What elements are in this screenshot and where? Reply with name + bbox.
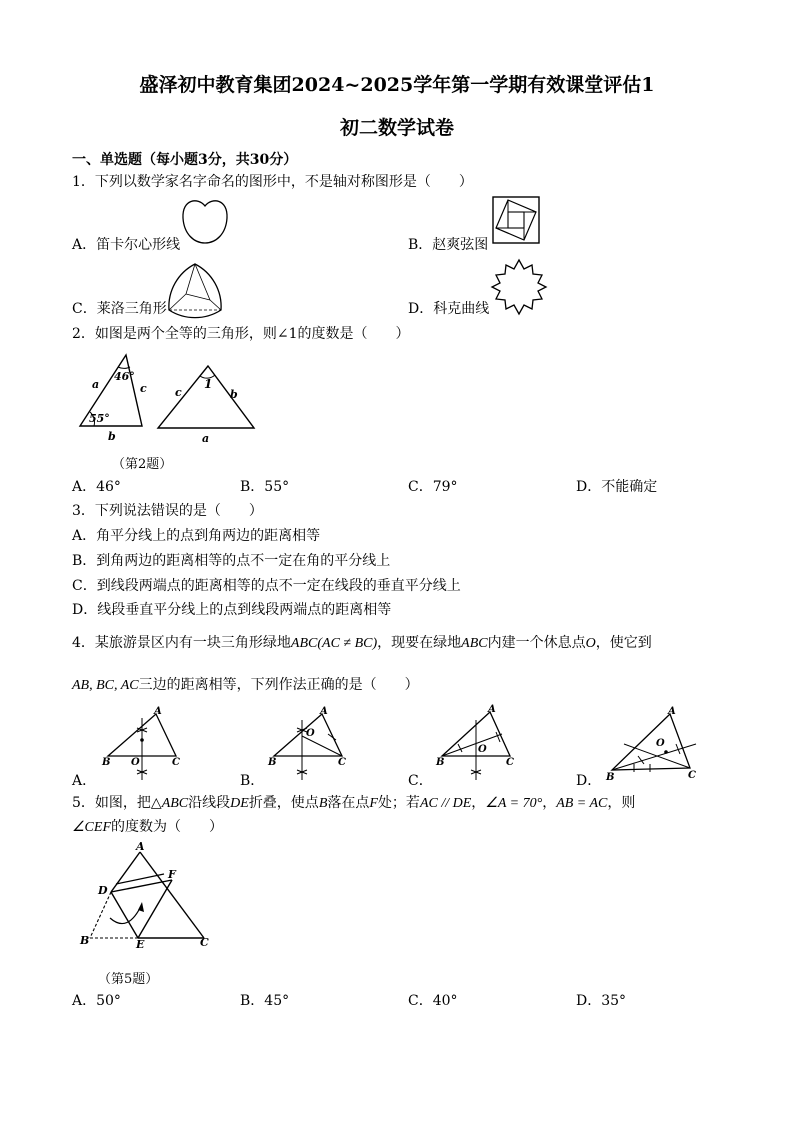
koch-curve-figure [490, 258, 548, 316]
svg-text:A: A [668, 706, 676, 717]
q4-stem-line1: 4．某旅游景区内有一块三角形绿地ABC(AC ≠ BC)，现要在绿地ABC内建一个休息点O，使它到 [72, 635, 652, 651]
exam-title: 盛泽初中教育集团2024~2025学年第一学期有效课堂评估1 [139, 74, 655, 96]
q4-figure-a [100, 706, 190, 786]
q5-label-d: D [98, 884, 108, 897]
svg-text:O: O [656, 738, 665, 749]
q5-fold-figure [78, 840, 218, 950]
svg-text:B: B [102, 757, 111, 768]
q3-option-c[interactable]: C．到线段两端点的距离相等的点不一定在线段的垂直平分线上 [72, 578, 461, 594]
q3-option-b[interactable]: B．到角两边的距离相等的点不一定在角的平分线上 [72, 553, 391, 569]
svg-text:C: C [688, 770, 696, 781]
q5-label-b: B [80, 934, 90, 947]
svg-text:O: O [131, 757, 140, 768]
q2-option-a[interactable]: A．46° [72, 479, 121, 495]
q4-stem-line2: AB, BC, AC三边的距离相等，下列作法正确的是（ ） [72, 677, 419, 693]
q5-caption: （第5题） [98, 972, 159, 987]
q4-option-b[interactable]: B． [240, 773, 265, 789]
svg-text:C: C [172, 757, 180, 768]
q4-option-c[interactable]: C． [408, 773, 433, 789]
q5-option-c[interactable]: C．40° [408, 993, 458, 1009]
q2-side-b2-label: b [230, 388, 238, 401]
q1-stem: 1．下列以数学家名字命名的图形中，不是轴对称图形是（ ） [72, 174, 473, 190]
q5-label-a: A [136, 840, 145, 853]
q3-stem: 3．下列说法错误的是（ ） [72, 503, 263, 519]
svg-text:B: B [268, 757, 277, 768]
q2-side-a-label: a [92, 378, 100, 391]
q1-option-c[interactable]: C．莱洛三角形 [72, 301, 167, 317]
q5-option-a[interactable]: A．50° [72, 993, 121, 1009]
cardioid-figure [180, 198, 230, 246]
q5-label-e: E [136, 938, 145, 951]
q1-option-d[interactable]: D．科克曲线 [408, 301, 490, 317]
q2-option-c[interactable]: C．79° [408, 479, 458, 495]
q2-angle-46-label: 46° [114, 370, 135, 383]
svg-text:A: A [154, 706, 162, 717]
q1-option-a[interactable]: A．笛卡尔心形线 [72, 237, 181, 253]
svg-text:O: O [478, 744, 487, 755]
svg-text:B: B [436, 757, 445, 768]
q2-option-b[interactable]: B．55° [240, 479, 290, 495]
q5-stem-line2: ∠CEF的度数为（ ） [72, 819, 223, 835]
q4-figure-c [434, 706, 524, 786]
q2-caption: （第2题） [112, 457, 173, 472]
q2-angle-1-label: 1 [204, 377, 213, 391]
svg-text:A: A [320, 706, 328, 717]
q5-option-b[interactable]: B．45° [240, 993, 290, 1009]
q4-figure-b [266, 706, 356, 786]
q2-side-c-label: c [140, 382, 147, 395]
section-heading: 一、单选题（每小题3分，共30分） [72, 152, 298, 168]
q5-label-f: F [168, 868, 176, 881]
zhaoshuang-figure [492, 196, 540, 244]
svg-text:B: B [606, 772, 615, 783]
q2-side-a2-label: a [202, 432, 210, 445]
q1-option-b[interactable]: B．赵爽弦图 [408, 237, 489, 253]
q2-congruent-triangles [74, 350, 274, 445]
q2-angle-55-label: 55° [89, 412, 110, 425]
q2-side-c2-label: c [175, 386, 182, 399]
q2-option-d[interactable]: D．不能确定 [576, 479, 658, 495]
q3-option-d[interactable]: D．线段垂直平分线上的点到线段两端点的距离相等 [72, 602, 392, 618]
q4-option-d[interactable]: D． [576, 773, 602, 789]
q5-stem-line1: 5．如图，把△ABC沿线段DE折叠，使点B落在点F处；若AC // DE，∠A = 70°，AB = AC，则 [72, 795, 636, 811]
svg-text:C: C [338, 757, 346, 768]
q2-stem: 2．如图是两个全等的三角形，则∠1的度数是（ ） [72, 326, 410, 342]
exam-subtitle: 初二数学试卷 [339, 117, 454, 139]
svg-text:O: O [306, 728, 315, 739]
q5-label-c: C [200, 936, 209, 949]
svg-text:C: C [506, 757, 514, 768]
q2-side-b-label: b [108, 430, 116, 443]
reuleaux-figure [166, 262, 224, 318]
q4-figure-d [604, 706, 704, 786]
q5-option-d[interactable]: D．35° [576, 993, 627, 1009]
q4-option-a[interactable]: A． [72, 773, 97, 789]
svg-text:A: A [488, 704, 496, 715]
q3-option-a[interactable]: A．角平分线上的点到角两边的距离相等 [72, 528, 321, 544]
